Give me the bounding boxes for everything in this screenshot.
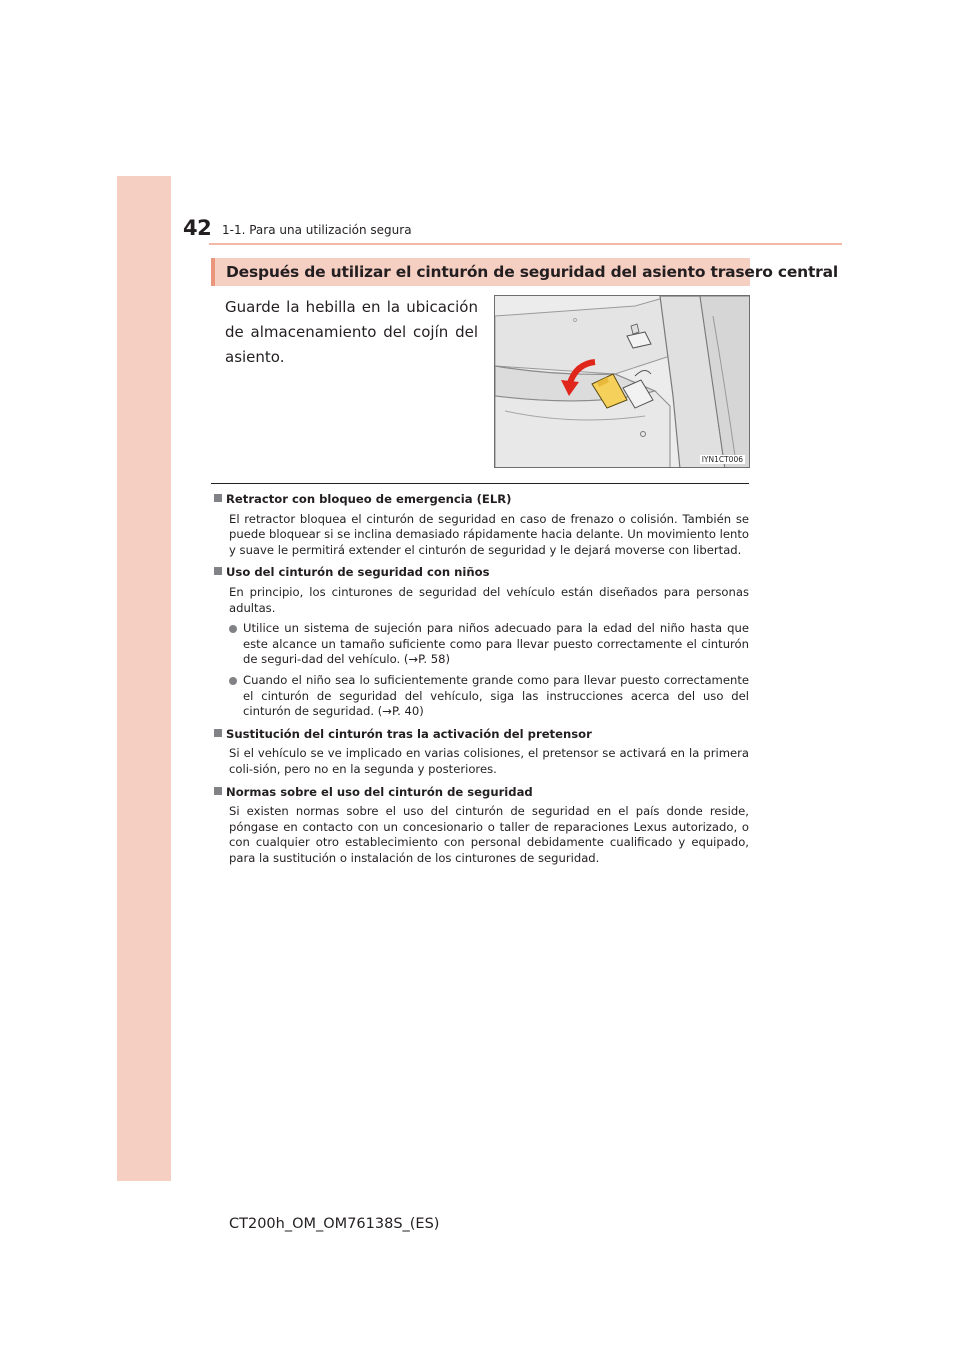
note-body: Si el vehículo se ve implicado en varias colisiones, el pretensor se activará en la primera coli-sión, pero no en la segunda y posteriores.: [229, 746, 749, 776]
note-children: [214, 565, 749, 719]
note-body: En principio, los cinturones de seguridad del vehículo están diseñados para personas adultas.: [229, 584, 749, 615]
note-heading: Sustitución del cinturón tras la activación del pretensor: [214, 727, 749, 743]
round-bullet-icon: [229, 677, 237, 685]
note-heading: Retractor con bloqueo de emergencia (ELR): [214, 492, 749, 508]
square-bullet-icon: [214, 787, 222, 795]
rear-seat-drawing: [495, 296, 750, 468]
square-bullet-icon: [214, 567, 222, 575]
notes-divider: [211, 483, 749, 484]
page-number: 42: [183, 216, 212, 240]
note-bullet-item: Cuando el niño sea lo suficientemente grande como para llevar puesto correctamente el cinturón de seguridad del vehículo, siga las instrucciones acerca del uso del cinturón de seguridad. (→P. 40): [229, 673, 749, 720]
section-heading: Después de utilizar el cinturón de seguridad del asiento trasero central: [211, 258, 750, 286]
square-bullet-icon: [214, 494, 222, 502]
note-regulations: [214, 785, 749, 867]
square-bullet-icon: [214, 729, 222, 737]
note-body: El retractor bloquea el cinturón de seguridad en caso de frenazo o colisión. También se puede bloquear si se inclina demasiado rápidamente hacia delante. Un movimiento lento y suave le permitirá extender el cinturón de seguridad y le dejará moverse con libertad.: [229, 511, 749, 557]
note-pretensioner: [214, 727, 749, 778]
intro-text: Guarde la hebilla en la ubicación de almacenamiento del cojín del asiento.: [225, 298, 478, 366]
note-heading: Uso del cinturón de seguridad con niños: [214, 565, 749, 581]
side-margin-band: [117, 176, 171, 1181]
round-bullet-icon: [229, 625, 237, 633]
note-heading: Normas sobre el uso del cinturón de seguridad: [214, 785, 749, 801]
note-body: Si existen normas sobre el uso del cinturón de seguridad en el país donde reside, póngase en contacto con un concesionario o taller de reparaciones Lexus autorizado, o con cualquier otro establecimiento con personal debidamente cualificado y equipado, para la sustitución o instalación de los cinturones de seguridad.: [229, 804, 749, 865]
header-divider: [209, 243, 842, 245]
section-title: 1-1. Para una utilización segura: [222, 223, 412, 237]
seat-buckle-illustration: [494, 295, 750, 468]
figure-code: IYN1CT006: [701, 455, 743, 464]
note-bullet-item: Utilice un sistema de sujeción para niños adecuado para la edad del niño hasta que este alcance un tamaño suficiente como para llevar puesto correctamente el cinturón de seguri-dad del vehículo. (→P. 58): [229, 621, 749, 668]
note-elr: [214, 492, 749, 558]
document-code: CT200h_OM_OM76138S_(ES): [229, 1216, 440, 1232]
notes-section: [214, 492, 749, 873]
